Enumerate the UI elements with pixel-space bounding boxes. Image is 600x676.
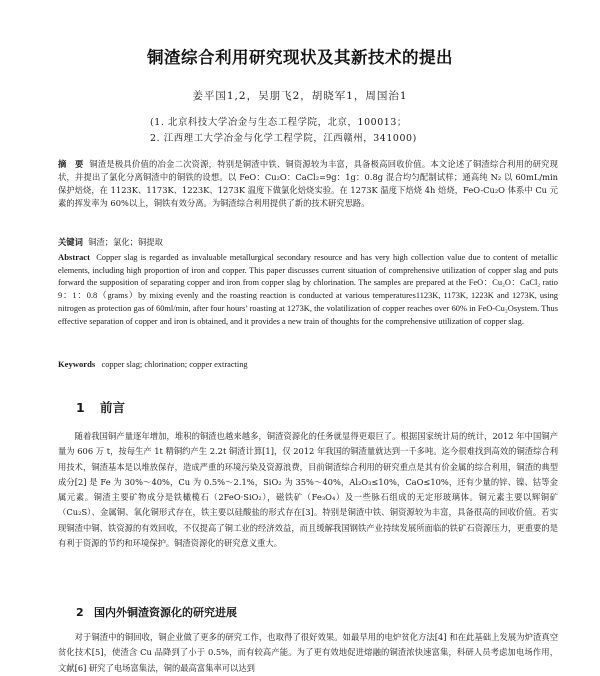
abstract-cn	[58, 158, 558, 210]
abstract-en	[58, 251, 558, 328]
affiliation-1: (1. 北京科技大学冶金与生态工程学院，北京，100013；	[150, 117, 407, 128]
keywords-en-text: copper slag; chlorination; copper extracting	[101, 360, 248, 369]
abstract-cn-label: 摘 要	[58, 159, 84, 169]
abstract-cn-text: 铜渣是极具价值的冶金二次资源，特别是铜渣中铁、铜资源较为丰富，具备极高回收价值。本文论述了铜渣综合利用的研究现状，并提出了氯化分离铜渣中的铜铁的设想。以 FeO：Cu₂O：CaCl₂=9g：1g：0.8g 混合均匀配制试样；通高纯 N₂ 以 60mL/min 保护焙烧，在 1123K、1173K、1223K、1273K 温度下做氯化焙烧实验。在 1273K 温度下焙烧 4h 焙烧，FeO-Cu₂O 体系中 Cu 元素的挥发率为 60%以上，铜铁有效分离。为铜渣综合利用提供了新的技术研究思路。	[58, 159, 558, 208]
section-2-title: 国内外铜渣资源化的研究进展	[94, 606, 237, 619]
section-1-heading	[76, 398, 125, 416]
section-2-heading	[76, 604, 237, 620]
section-2-number: 2	[76, 606, 84, 619]
section-1-title: 前言	[100, 400, 126, 415]
keywords-en-label: Keywords	[58, 359, 96, 369]
author-list: 姜平国1,2，吴朋飞2，胡晓军1，周国治1	[192, 90, 408, 102]
section-2-body: 对于铜渣中的铜回收，铜企业做了更多的研究工作，也取得了很好效果。如最早用的电炉贫化方法[4] 和在此基础上发展为炉渣真空贫化技术[5]，使渣含 Cu 品降到了小于 0.5%，而有较高产能。为了更有效地促进熔融的铜渣浓快速富集，科研人员考虑加电场作用，文献[6] 研究了电场富集法，铜的最高富集率可以达到	[58, 632, 558, 673]
keywords-cn	[58, 236, 558, 249]
section-1-number: 1	[76, 400, 85, 415]
abstract-en-text: Copper slag is regarded as invaluable metallurgical secondary resource and has very high collection value due to content of metallic elements, including high proportion of iron and copper. This paper discusses current situation of comprehensive utilization of copper slag and puts forward the supposition of separating copper and iron from copper slag by chlorination. The samples are prepared at the FeO：Cu₂O：CaCl₂ ratio 9：1：0.8（grams）by mixing evenly and the roasting reaction is conducted at various temperatures1123K, 1173K, 1223K and 1273K, using nitrogen as protection gas of 60ml/min, after four hours’ roasting at 1273K, the volatilization of copper reaches over 60% in FeO-Cu₂Osystem. Thus effective separation of copper and iron is obtained, and it provides a new train of thoughts for the comprehensive utilization of copper slag.	[58, 253, 558, 326]
abstract-en-label: Abstract	[58, 252, 90, 262]
paper-title: 铜渣综合利用研究现状及其新技术的提出	[147, 48, 453, 67]
section-1-body: 随着我国铜产量逐年增加，堆积的铜渣也越来越多，铜渣资源化的任务就显得更艰巨了。根据国家统计局的统计，2012 年中国铜产量为 606 万 t，按每生产 1t 精铜约产生 2.2t 铜渣计算[1]，仅 2012 年我国的铜渣量就达到一千多吨。迄今很难找到高效的铜渣综合利用技术，铜渣基本是以堆放保存，造成严重的环境污染及资源浪费，目前铜渣综合利用的研究重点是其有价金属的综合利用，铜渣的典型成分[2] 是 Fe 为 30%～40%，Cu 为 0.5%～2.1%，SiO₂ 为 35%～40%，Al₂O₃≤10%，CaO≤10%，还有少量的锌、镍、钴等金属元素。铜渣主要矿物成分是铁橄榄石（2FeO·SiO₂），磁铁矿（Fe₃O₄）及一些脉石组成的无定形玻璃体。铜元素主要以辉铜矿（Cu₂S）、金属铜、氧化铜形式存在，铁主要以硅酸盐的形式存在[3]。特别是铜渣中铁、铜资源较为丰富，具备很高的回收价值。若实现铜渣中铜、铁资源的有效回收，不仅提高了铜工业的经济效益，而且缓解我国钢铁产业持续发展所面临的铁矿石资源压力，更重要的是有利于资源的节约和环境保护。铜渣资源化的研究意义重大。	[58, 431, 558, 549]
keywords-en	[58, 358, 558, 371]
keywords-cn-label: 关键词	[58, 237, 83, 247]
affiliation-2: 2. 江西理工大学冶金与化学工程学院，江西赣州，341000)	[150, 133, 417, 144]
keywords-cn-text: 铜渣；氯化；铜提取	[88, 237, 163, 247]
